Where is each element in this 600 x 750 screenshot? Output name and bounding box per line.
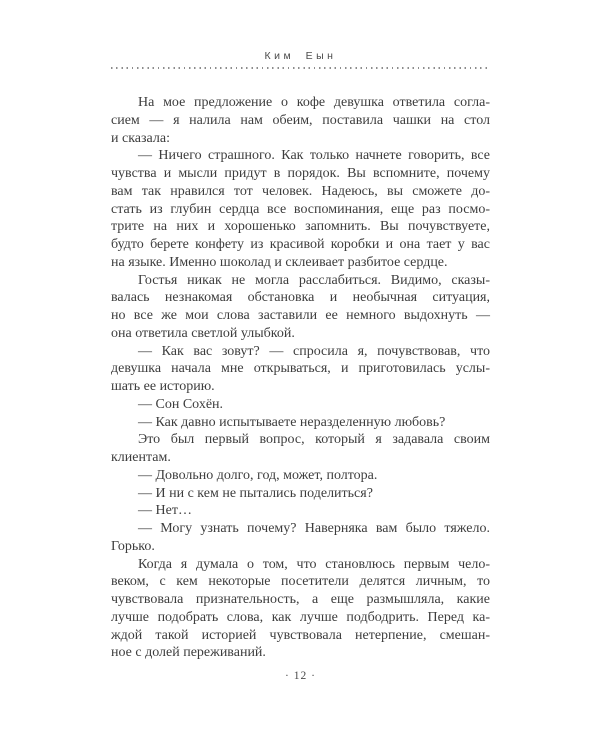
text-line: и сказала: bbox=[111, 130, 170, 146]
text-line: вам так нравился тот человек. Надеюсь, вы сможете до- bbox=[111, 183, 490, 199]
text-line: валась незнакомая обстановка и необычная ситуация, bbox=[111, 290, 490, 306]
text-line: — Сон Сохён. bbox=[138, 396, 224, 412]
text-line: Горько. bbox=[111, 538, 155, 554]
dotted-divider bbox=[111, 67, 490, 69]
text-line: лучше подобрать слова, как лучше подбодрить. Перед ка- bbox=[111, 609, 490, 625]
text-line: чувства и мысли придут в порядок. Вы вспомните, почему bbox=[111, 166, 490, 181]
text-line: — Могу узнать почему? Наверняка вам было тяжело. bbox=[138, 521, 490, 536]
text-line: ное с долей переживаний. bbox=[111, 645, 266, 661]
text-line: — Как вас зовут? — спросила я, почувствовав, что bbox=[138, 343, 490, 359]
page-text-block bbox=[111, 94, 490, 662]
text-line: но все же мои слова заставили ее немного выдохнуть — bbox=[111, 308, 490, 323]
text-line: — Ничего страшного. Как только начнете говорить, все bbox=[138, 148, 490, 164]
text-line: — Довольно долго, год, может, полтора. bbox=[138, 467, 378, 483]
text-line: шать ее историю. bbox=[111, 379, 215, 394]
text-line: девушка начала мне открываться, и приготовилась услы- bbox=[111, 361, 490, 377]
text-line: Это был первый вопрос, который я задавала своим bbox=[138, 432, 490, 448]
text-line: ждой такой историей чувствовала нетерпение, смешан- bbox=[111, 627, 490, 643]
text-line: сием — я налила нам обеим, поставила чашки на стол bbox=[111, 112, 490, 128]
text-line: — И ни с кем не пытались поделиться? bbox=[138, 485, 373, 501]
text-line: стать из глубин сердца все воспоминания, еще раз посмо- bbox=[111, 201, 490, 217]
text-line: клиентам. bbox=[111, 450, 171, 465]
text-line: На мое предложение о кофе девушка ответила согла- bbox=[138, 95, 490, 110]
text-line: Когда я думала о том, что становлюсь первым чело- bbox=[138, 556, 490, 572]
text-line: будто берете конфету из красивой коробки и она тает у вас bbox=[111, 237, 490, 252]
page-number: · 12 · bbox=[285, 670, 316, 682]
running-header-author: Ким Еын bbox=[264, 50, 337, 62]
text-line: она ответила светлой улыбкой. bbox=[111, 325, 295, 341]
text-line: — Нет… bbox=[138, 503, 192, 519]
text-line: на языке. Именно шоколад и склеивает разбитое сердце. bbox=[111, 254, 448, 270]
text-line: веком, с кем некоторые посетители делятся личным, то bbox=[111, 574, 490, 590]
text-line: Гостья никак не могла расслабиться. Видимо, сказы- bbox=[138, 272, 490, 288]
text-line: трите на них и хорошенько запомнить. Вы почувствуете, bbox=[111, 219, 490, 235]
text-line: чувствовала признательность, а еще размышляла, какие bbox=[111, 592, 490, 607]
text-line: — Как давно испытываете неразделенную любовь? bbox=[138, 414, 446, 430]
